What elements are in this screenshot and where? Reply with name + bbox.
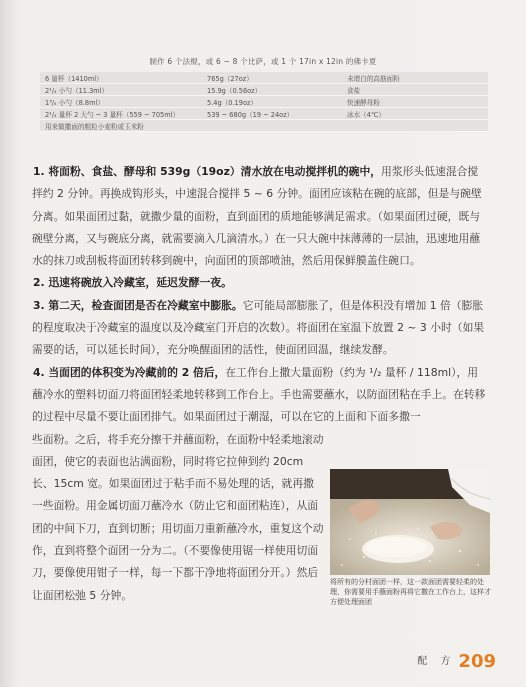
step-2-lead: 2. 迅速将碗放入冷藏室，延迟发酵一夜。 — [33, 276, 232, 290]
table-row — [40, 96, 488, 108]
table-cell: 15.9g（0.56oz） — [202, 84, 342, 96]
table-cell: 2¹/₄ 小勺（11.3ml） — [40, 84, 202, 96]
photo-caption: 将所有的分村面团一样，这一款面团需要轻柔的处理，你需要用手蘸面粉再将它撒在工作台上，这样才方便处理面团 — [330, 578, 491, 606]
ingredient-table — [40, 72, 488, 132]
table-cell: 2¹/₄ 量杯 2 大勺 ~ 3 量杯（559 ~ 705ml） — [40, 108, 202, 120]
step-4-text-b: 些面粉。之后，将手充分擦干并蘸面粉，在面粉中轻柔地滚动面团，使它的表面也沾满面粉，同时将它拉伸到约 20cm 长、15cm 宽。如果面团过于粘手而不易处理的话，就再撒一些面粉。用金属切面刀蘸冷水（防止它和面团粘连），从面团的中间下刀，直到切断；用切面刀重新蘸冷水，重复这个动作，直到将整个面团一分为二。（不要像使用锯一样使用切面刀，要像使用钳子一样，每一下都干净地将面团分开。）然后让面团松弛 5 分钟。 — [32, 432, 324, 602]
table-cell: 用来做撒面的粗粒小麦粉或玉米粉 — [40, 120, 202, 132]
table-cell: 6 量杯（1410ml） — [40, 72, 202, 84]
table-cell: 快速酵母粉 — [342, 96, 488, 108]
table-cell: 765g（27oz） — [202, 72, 342, 84]
table-row — [40, 72, 488, 84]
page-number: 209 — [458, 651, 496, 672]
table-cell: 5.4g（0.19oz） — [202, 96, 342, 108]
table-cell — [202, 120, 342, 132]
step-4-lead: 4. 当面团的体积变为冷藏前的 2 倍后， — [33, 365, 226, 379]
table-title: 制作 6 个法棍，或 6 ~ 8 个比萨，或 1 个 17in x 12in 的佛卡夏 — [149, 57, 377, 66]
table-cell: 1³/₄ 小勺（8.8ml） — [40, 96, 202, 108]
footer-label: 配 方 — [417, 656, 456, 667]
dough-photo — [330, 469, 490, 575]
table-cell: 未增白的高筋面粉 — [342, 72, 488, 84]
step-3-lead: 3. 第二天，检查面团是否在冷藏室中膨胀。 — [33, 298, 243, 312]
step-4-text-a: 在工作台上撒大量面粉（约为 ¹/₂ 量杯 / 118ml），用蘸冷水的塑料切面刀将面团轻柔地转移到工作台上。手也需要蘸水，以防面团粘在手上。在转移的过程中尽量不要让面团排气。如果面团过于潮湿，可以在它的上面和下面多撒一 — [32, 365, 486, 424]
step-1 — [32, 161, 488, 272]
step-1-lead: 1. 将面粉、食盐、酵母和 539g（19oz）清水放在电动搅拌机的碗中， — [33, 165, 382, 178]
table-row — [40, 120, 488, 132]
step-3 — [32, 295, 488, 362]
table-row — [40, 108, 488, 120]
step-4 — [32, 362, 488, 429]
table-cell — [342, 120, 488, 132]
table-cell: 539 ~ 680g（19 ~ 24oz） — [202, 108, 342, 120]
step-2 — [32, 272, 488, 294]
table-row — [40, 84, 488, 96]
table-cell: 冰水（4℃） — [342, 108, 488, 120]
page-footer — [417, 651, 496, 672]
step-1-text: 用浆形头低速混合搅拌约 2 分钟。再换成钩形头，中速混合搅拌 5 ~ 6 分钟。面团应该粘在碗的底部，但是与碗壁分离。如果面团过黏，就撒少量的面粉，直到面团的质地能够满足需求。（如果面团过硬，既与碗壁分离，又与碗底分离，就需要滴入几滴清水。）在一只大碗中抹薄薄的一层油，迅速地用蘸水的抹刀或刮板将面团转移到碗中，向面团的顶部喷油，然后用保鲜膜盖住碗口。 — [32, 165, 482, 268]
step-4-continued — [32, 429, 324, 607]
step-3-text: 它可能局部膨胀了，但是体积没有增加 1 倍（膨胀的程度取决于冷藏室的温度以及冷藏室门开启的次数）。将面团在室温下放置 2 ~ 3 小时（如果需要的话，可以延长时间），充分唤醒面团的活性，使面团回温，继续发酵。 — [32, 298, 485, 357]
table-cell: 食盐 — [342, 84, 488, 96]
